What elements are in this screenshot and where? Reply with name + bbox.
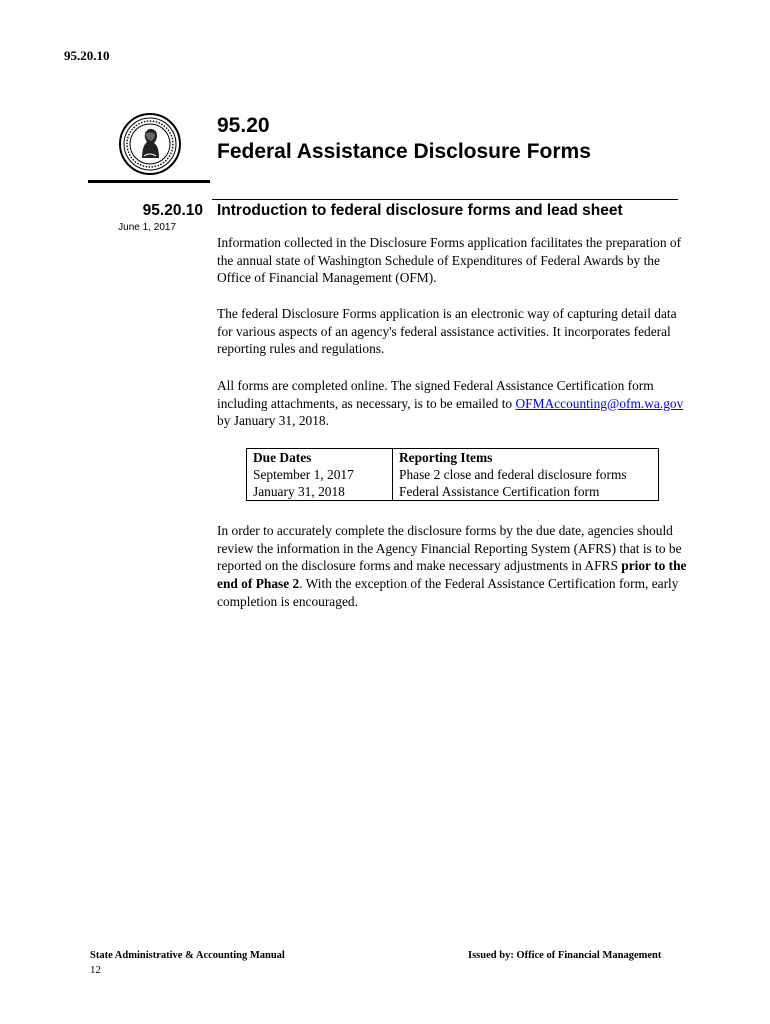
subsection-number: 95.20.10 [142, 202, 203, 219]
table-header: Due Dates [247, 449, 393, 467]
footer-issued-by: Issued by: Office of Financial Management [468, 950, 662, 961]
table-row [247, 466, 659, 483]
header-divider-thick [88, 180, 210, 183]
paragraph-submission [217, 377, 687, 430]
table-cell: January 31, 2018 [247, 483, 393, 501]
subsection-title: Introduction to federal disclosure forms and lead sheet [217, 202, 623, 219]
subsection-date: June 1, 2017 [118, 222, 176, 233]
header-divider-thin [212, 199, 678, 200]
table-row [247, 483, 659, 501]
chapter-number: 95.20 [217, 114, 270, 137]
guidance-text: In order to accurately complete the disclosure forms by the due date, agencies should review the information in the Agency Financial Reporting System (AFRS) that is to be reported on the disclosure forms and make necessary adjustments in AFRS [217, 523, 682, 574]
table-cell: September 1, 2017 [247, 466, 393, 483]
due-dates-table [246, 448, 659, 501]
paragraph-intro: Information collected in the Disclosure Forms application facilitates the preparation of the annual state of Washington Schedule of Expenditures of Federal Awards by the Office of Financial Management (OFM). [217, 235, 682, 286]
table-cell: Federal Assistance Certification form [393, 483, 659, 501]
table-header-row [247, 449, 659, 467]
guidance-emphasis: prior to the end of Phase 2 [217, 558, 687, 592]
guidance-closing: . With the exception of the Federal Assistance Certification form, early completion is encouraged. [217, 576, 679, 609]
submission-text: All forms are completed online. The signed Federal Assistance Certification form including attachments, as necessary, is to be emailed to [217, 378, 654, 411]
footer-page-number: 12 [90, 964, 101, 976]
chapter-title: Federal Assistance Disclosure Forms [217, 140, 591, 163]
email-link[interactable]: OFMAccounting@ofm.wa.gov [515, 395, 684, 411]
submission-deadline: by January 31, 2018. [217, 413, 329, 429]
table-header: Reporting Items [393, 449, 659, 467]
section-reference: 95.20.10 [64, 48, 110, 63]
footer-manual-title: State Administrative & Accounting Manual [90, 950, 285, 961]
paragraph-application: The federal Disclosure Forms application is an electronic way of capturing detail data for various aspects of an agency's federal assistance activities. It incorporates federal reporting rules and regulations. [217, 306, 677, 357]
washington-state-seal-icon [118, 112, 182, 176]
paragraph-guidance [217, 522, 687, 611]
table-cell: Phase 2 close and federal disclosure forms [393, 466, 659, 483]
